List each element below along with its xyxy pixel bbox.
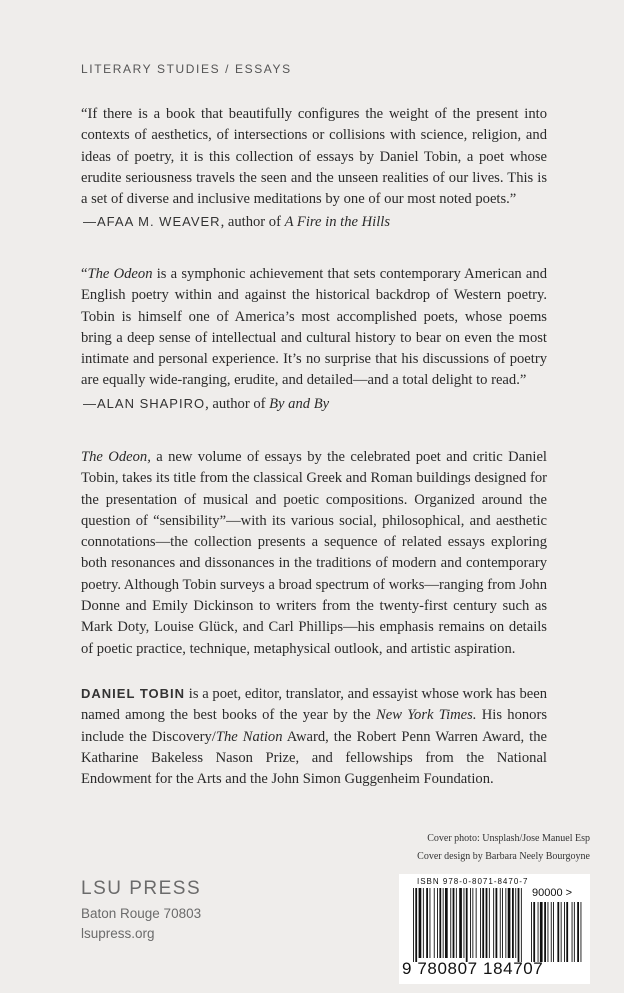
cover-photo-credit: Cover photo: Unsplash/Jose Manuel Esp bbox=[427, 833, 590, 844]
blurb-shapiro-body: is a symphonic achievement that sets contemporary American and English poetry within and against the historical backdrop of Western poetry. Tobin is himself one of America’s most accomplished poets, whose poems bring a deep sense of intellectual and cultural history to bear on even the most intimate and personal experience. It’s no surprise that his discussions of poetry are equally wide-ranging, erudite, and detailed—and a total delight to read.” bbox=[81, 266, 547, 389]
description-text bbox=[81, 447, 547, 660]
cover-credits bbox=[417, 830, 590, 866]
blurb-shapiro-book-title: The Odeon bbox=[87, 266, 153, 282]
bio-part-2: His honors include the Discovery/ bbox=[81, 707, 548, 745]
description-book-title: The Odeon, bbox=[81, 449, 151, 465]
isbn-label: ISBN 978-0-8071-8470-7 bbox=[417, 877, 529, 886]
bio-nyt: New York Times. bbox=[376, 707, 477, 724]
attribution-dash: — bbox=[83, 214, 97, 230]
cover-design-credit: Cover design by Barbara Neely Bourgoyne bbox=[417, 851, 590, 862]
bio-name: DANIEL TOBIN bbox=[81, 686, 186, 701]
barcode-number: 9 780807 184707 bbox=[402, 959, 544, 978]
book-description bbox=[81, 447, 547, 660]
attribution-name: ALAN SHAPIRO bbox=[97, 395, 206, 411]
price-code: 90000 > bbox=[532, 887, 573, 899]
publisher-name: LSU PRESS bbox=[81, 878, 202, 899]
attribution-author-of: , author of bbox=[220, 214, 285, 231]
blurb-weaver bbox=[81, 104, 547, 234]
category-label: LITERARY STUDIES / ESSAYS bbox=[81, 62, 292, 76]
author-bio bbox=[81, 683, 547, 790]
blurb-shapiro-attribution bbox=[81, 393, 547, 415]
attribution-author-of: , author of bbox=[205, 395, 270, 412]
publisher-block bbox=[81, 878, 201, 944]
publisher-website: lsupress.org bbox=[81, 926, 155, 941]
attribution-book: A Fire in the Hills bbox=[284, 214, 391, 231]
description-body: a new volume of essays by the celebrated poet and critic Daniel Tobin, takes its title from the classical Greek and Roman buildings designed for the presentation of musical and poetic compositions. Organized around the question of “sensibility”—with its various social, philosophical, and aesthetic connotations—the collection presents a sequence of related essays exploring both resonances and dissonances in the traditions of modern and contemporary poetry. Although Tobin surveys a broad spectrum of works—ranging from John Donne and Emily Dickinson to writers from the twenty-first century such as Mark Doty, Louise Glück, and Carl Phillips—his emphasis remains on details of poetic practice, technique, metaphysical outlook, and artistic aspiration. bbox=[81, 449, 547, 657]
bio-nation: The Nation bbox=[215, 728, 283, 745]
isbn-barcode bbox=[399, 874, 590, 984]
blurb-weaver-attribution bbox=[81, 211, 547, 233]
bio-part-1: is a poet, editor, translator, and essayist whose work has been named among the best books of the year by the bbox=[81, 686, 547, 724]
bio-part-3: Award, the Robert Penn Warren Award, the Katharine Bakeless Nason Prize, and fellowships from the National Endowment for the Arts and the John Simon Guggenheim Foundation. bbox=[81, 728, 547, 788]
blurb-shapiro-text bbox=[81, 264, 547, 392]
blurb-shapiro bbox=[81, 264, 547, 415]
attribution-book: By and By bbox=[269, 395, 330, 412]
bio-text bbox=[81, 683, 547, 790]
attribution-name: AFAA M. WEAVER bbox=[97, 214, 221, 230]
attribution-dash: — bbox=[83, 395, 97, 411]
publisher-address: Baton Rouge 70803 bbox=[81, 906, 202, 921]
open-quote: “ bbox=[81, 266, 88, 282]
blurb-weaver-text: “If there is a book that beautifully configures the weight of the present into contexts of aesthetics, of intersections or collisions with science, religion, and ideas of poetry, it is this collection of essays by Daniel Tobin, a poet whose erudite seriousness travels the seen and the unseen realities of our lives. This is a set of diverse and inclusive meditations by one of our most noted poets.” bbox=[81, 106, 547, 208]
